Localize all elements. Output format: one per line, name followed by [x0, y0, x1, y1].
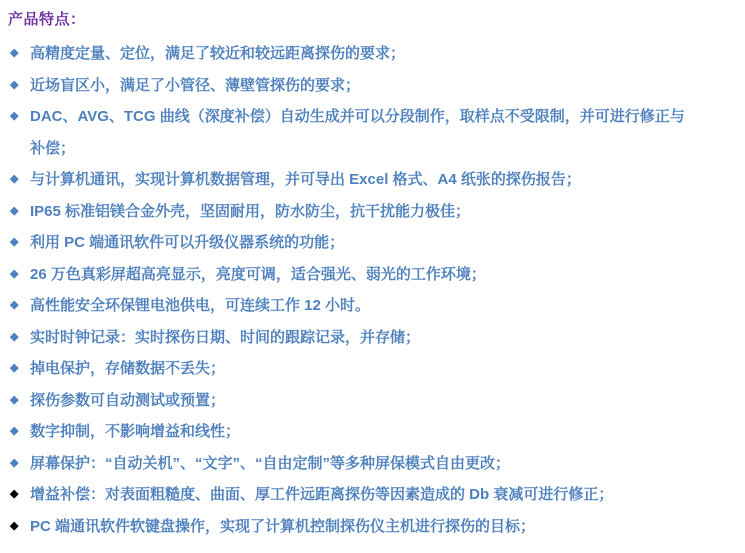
feature-list	[0, 38, 745, 542]
feature-text: IP65 标准铝镁合金外壳，坚固耐用，防水防尘，抗干扰能力极佳；	[30, 202, 471, 220]
feature-text: 高精度定量、定位，满足了较近和较远距离探伤的要求；	[30, 45, 406, 62]
feature-item	[0, 322, 697, 354]
diamond-bullet-icon: ◆	[10, 425, 19, 437]
feature-item	[0, 164, 697, 196]
feature-text: 实时时钟记录：实时探伤日期、时间的跟踪记录，并存储；	[30, 328, 421, 346]
diamond-bullet-icon: ◆	[10, 110, 19, 122]
feature-item	[0, 259, 697, 291]
feature-item	[0, 416, 697, 448]
feature-text: 增益补偿：对表面粗糙度、曲面、厚工件远距离探伤等因素造成的 Db 衰减可进行修正；	[30, 486, 614, 503]
feature-text: 与计算机通讯，实现计算机数据管理，并可导出 Excel 格式、A4 纸张的探伤报告；	[30, 171, 581, 188]
diamond-bullet-icon: ◆	[10, 456, 19, 469]
feature-text: 高性能安全环保锂电池供电，可连续工作 12 小时。	[30, 297, 371, 314]
feature-text: 26 万色真彩屏超高亮显示，亮度可调，适合强光、弱光的工作环境；	[30, 265, 486, 283]
diamond-bullet-icon: ◆	[10, 267, 19, 280]
diamond-bullet-icon: ◆	[10, 519, 19, 532]
diamond-bullet-icon: ◆	[10, 362, 19, 374]
feature-text: PC 端通讯软件软键盘操作，实现了计算机控制探伤仪主机进行探伤的目标；	[30, 517, 536, 535]
feature-text: DAC、AVG、TCG 曲线（深度补偿）自动生成并可以分段制作，取样点不受限制，并可进行修正与补偿；	[30, 108, 685, 157]
diamond-bullet-icon: ◆	[10, 488, 19, 500]
feature-item	[0, 38, 697, 70]
feature-item	[0, 511, 697, 543]
diamond-bullet-icon: ◆	[10, 204, 19, 217]
feature-item	[0, 70, 697, 102]
diamond-bullet-icon: ◆	[10, 173, 19, 185]
feature-text: 数字抑制，不影响增益和线性；	[30, 423, 241, 440]
diamond-bullet-icon: ◆	[10, 299, 19, 311]
page-title: 产品特点：	[8, 11, 86, 28]
feature-text: 利用 PC 端通讯软件可以升级仪器系统的功能；	[30, 234, 345, 251]
feature-text: 探伤参数可自动测试或预置；	[30, 391, 226, 409]
diamond-bullet-icon: ◆	[10, 47, 19, 59]
feature-text: 屏幕保护：“自动关机”、“文字”、“自由定制”等多种屏保模式自由更改；	[30, 454, 511, 472]
feature-item	[0, 290, 697, 322]
feature-item	[0, 479, 697, 511]
feature-item	[0, 448, 697, 480]
diamond-bullet-icon: ◆	[10, 78, 19, 91]
diamond-bullet-icon: ◆	[10, 330, 19, 343]
feature-item	[0, 385, 697, 417]
feature-text: 近场盲区小，满足了小管径、薄壁管探伤的要求；	[30, 76, 361, 94]
feature-item	[0, 196, 697, 228]
diamond-bullet-icon: ◆	[10, 236, 19, 248]
feature-text: 掉电保护，存储数据不丢失；	[30, 360, 226, 377]
document-page	[0, 8, 745, 553]
diamond-bullet-icon: ◆	[10, 393, 19, 406]
feature-item	[0, 353, 697, 385]
feature-item	[0, 227, 697, 259]
feature-item	[0, 101, 697, 164]
